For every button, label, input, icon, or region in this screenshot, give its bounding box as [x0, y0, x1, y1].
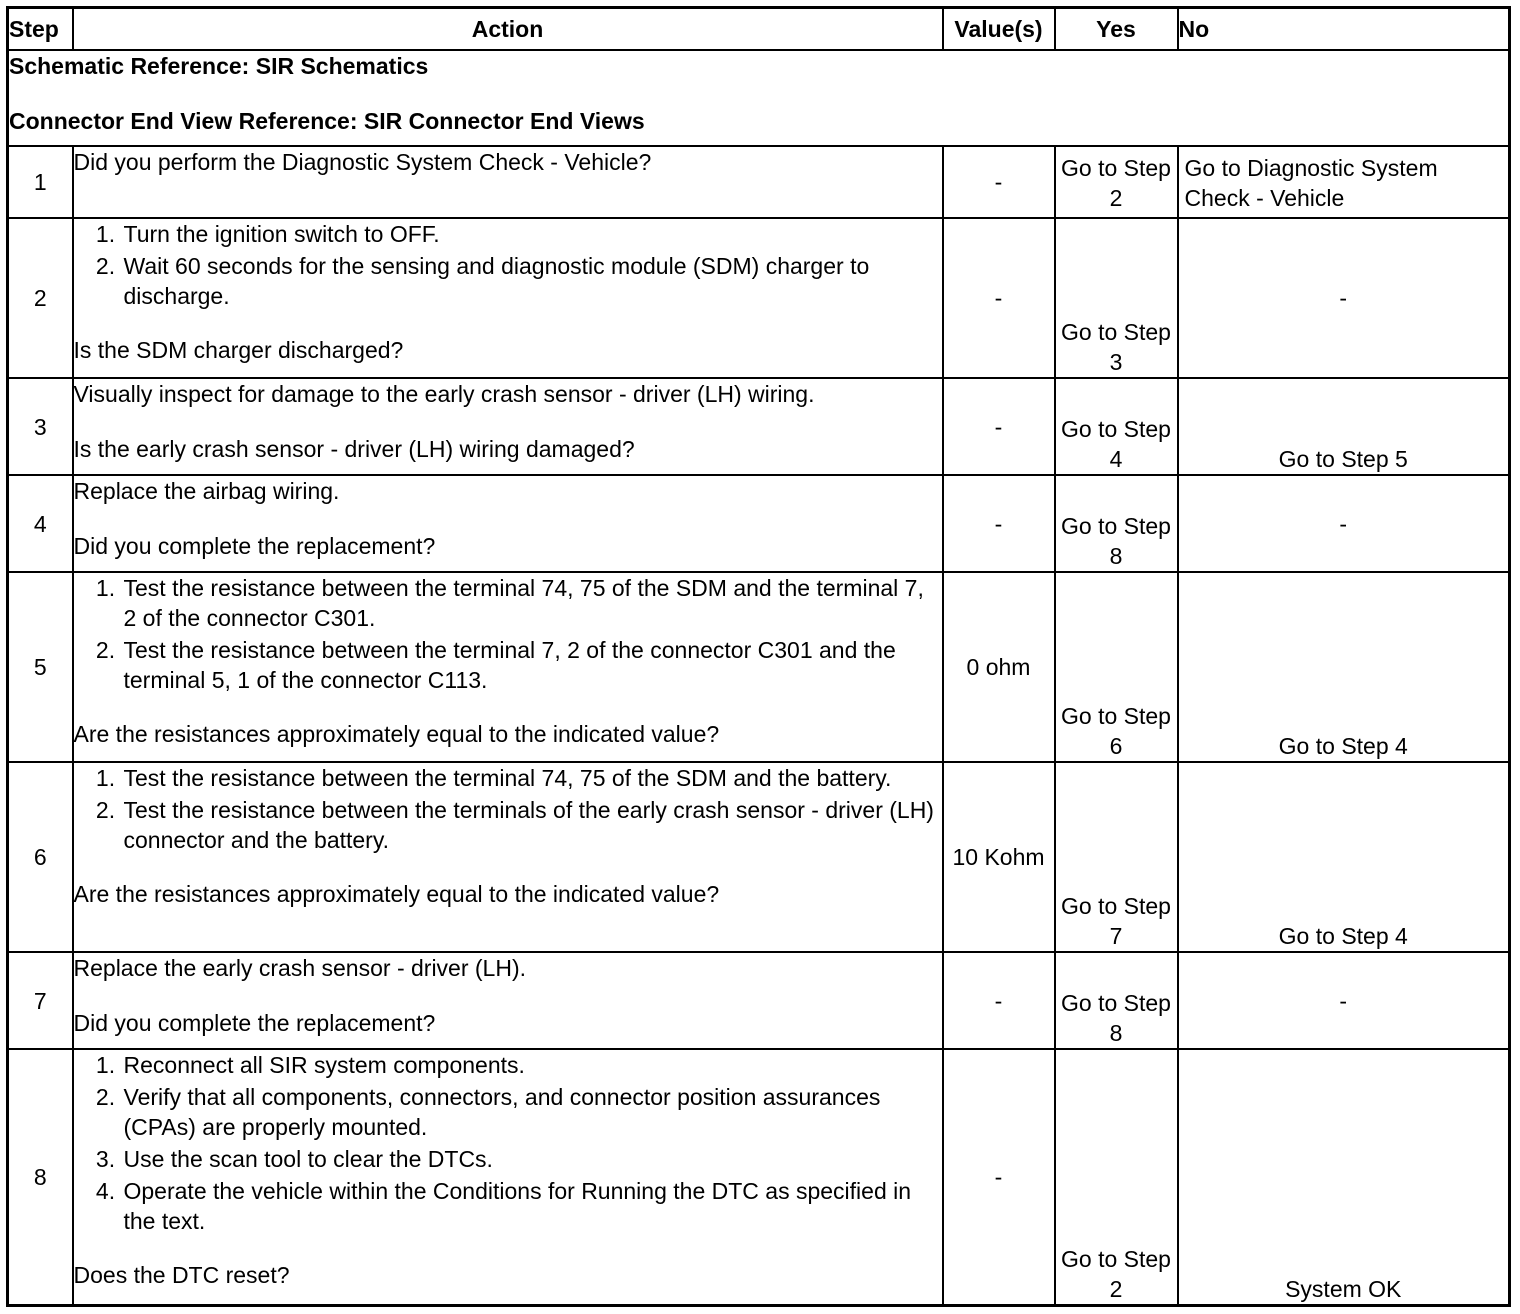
action-intro: Replace the early crash sensor - driver (LH). [73, 955, 526, 981]
yes-cell: Go to Step 2 [1055, 146, 1178, 218]
action-question: Did you complete the replacement? [73, 533, 436, 559]
table-row [8, 475, 1510, 572]
yes-cell: Go to Step 2 [1055, 1049, 1178, 1305]
action-question: Are the resistances approximately equal to the indicated value? [73, 881, 720, 907]
table-row [8, 378, 1510, 475]
connector-reference: Connector End View Reference: SIR Connector End Views [9, 108, 645, 134]
schematic-reference: Schematic Reference: SIR Schematics [9, 53, 429, 79]
action-intro: Replace the airbag wiring. [73, 478, 340, 504]
action-question: Is the early crash sensor - driver (LH) wiring damaged? [73, 436, 635, 462]
list-item: 1. Reconnect all SIR system components. [122, 1050, 942, 1080]
step-number: 4 [8, 475, 73, 572]
value-cell: - [943, 475, 1055, 572]
step-number: 3 [8, 378, 73, 475]
value-cell: - [943, 146, 1055, 218]
step-number: 1 [8, 146, 73, 218]
header-yes: Yes [1055, 8, 1178, 51]
no-cell: Go to Step 4 [1178, 762, 1510, 952]
header-action: Action [73, 8, 943, 51]
table-row [8, 1049, 1510, 1305]
action-cell [73, 762, 943, 952]
value-cell: - [943, 218, 1055, 378]
action-steps [74, 1050, 942, 1236]
value-cell: 10 Kohm [943, 762, 1055, 952]
reference-cell [8, 50, 1510, 146]
header-row [8, 8, 1510, 51]
header-no: No [1178, 8, 1510, 51]
diagnostic-table [6, 6, 1511, 1307]
action-question: Are the resistances approximately equal to the indicated value? [73, 721, 720, 747]
value-cell: - [943, 378, 1055, 475]
value-cell: - [943, 952, 1055, 1049]
table-row [8, 146, 1510, 218]
yes-cell: Go to Step 8 [1055, 952, 1178, 1049]
table-row [8, 218, 1510, 378]
table-row [8, 952, 1510, 1049]
step-number: 7 [8, 952, 73, 1049]
step-number: 5 [8, 572, 73, 762]
yes-cell: Go to Step 4 [1055, 378, 1178, 475]
action-question: Did you complete the replacement? [73, 1010, 436, 1036]
yes-cell: Go to Step 8 [1055, 475, 1178, 572]
action-question: Does the DTC reset? [73, 1262, 290, 1288]
table-row [8, 572, 1510, 762]
action-steps [74, 219, 942, 311]
no-cell: - [1178, 952, 1510, 1049]
action-cell [73, 218, 943, 378]
no-cell: - [1178, 475, 1510, 572]
list-item: 1. Test the resistance between the terminal 74, 75 of the SDM and the battery. [122, 763, 942, 793]
list-item: 1. Turn the ignition switch to OFF. [122, 219, 942, 249]
action-cell [73, 572, 943, 762]
no-cell: Go to Diagnostic System Check - Vehicle [1178, 146, 1510, 218]
no-cell: System OK [1178, 1049, 1510, 1305]
no-cell: Go to Step 4 [1178, 572, 1510, 762]
action-steps [74, 763, 942, 855]
action-question: Is the SDM charger discharged? [73, 337, 404, 363]
list-item: 2. Test the resistance between the terminal 7, 2 of the connector C301 and the terminal 5, 1 of the connector C113. [122, 635, 942, 695]
reference-row [8, 50, 1510, 146]
action-cell [73, 146, 943, 218]
action-cell [73, 1049, 943, 1305]
yes-cell: Go to Step 6 [1055, 572, 1178, 762]
action-intro: Did you perform the Diagnostic System Check - Vehicle? [73, 149, 652, 175]
list-item: 2. Wait 60 seconds for the sensing and diagnostic module (SDM) charger to discharge. [122, 251, 942, 311]
value-cell: 0 ohm [943, 572, 1055, 762]
header-values: Value(s) [943, 8, 1055, 51]
header-step: Step [8, 8, 73, 51]
yes-cell: Go to Step 3 [1055, 218, 1178, 378]
list-item: 2. Test the resistance between the terminals of the early crash sensor - driver (LH) connector and the battery. [122, 795, 942, 855]
action-cell [73, 475, 943, 572]
no-cell: Go to Step 5 [1178, 378, 1510, 475]
step-number: 6 [8, 762, 73, 952]
list-item: 3. Use the scan tool to clear the DTCs. [122, 1144, 942, 1174]
action-intro: Visually inspect for damage to the early crash sensor - driver (LH) wiring. [73, 381, 815, 407]
yes-cell: Go to Step 7 [1055, 762, 1178, 952]
no-cell: - [1178, 218, 1510, 378]
list-item: 1. Test the resistance between the terminal 74, 75 of the SDM and the terminal 7, 2 of the connector C301. [122, 573, 942, 633]
value-cell: - [943, 1049, 1055, 1305]
action-cell [73, 952, 943, 1049]
step-number: 8 [8, 1049, 73, 1305]
list-item: 2. Verify that all components, connectors, and connector position assurances (CPAs) are properly mounted. [122, 1082, 942, 1142]
step-number: 2 [8, 218, 73, 378]
action-steps [74, 573, 942, 695]
action-cell [73, 378, 943, 475]
table-row [8, 762, 1510, 952]
list-item: 4. Operate the vehicle within the Conditions for Running the DTC as specified in the text. [122, 1176, 942, 1236]
